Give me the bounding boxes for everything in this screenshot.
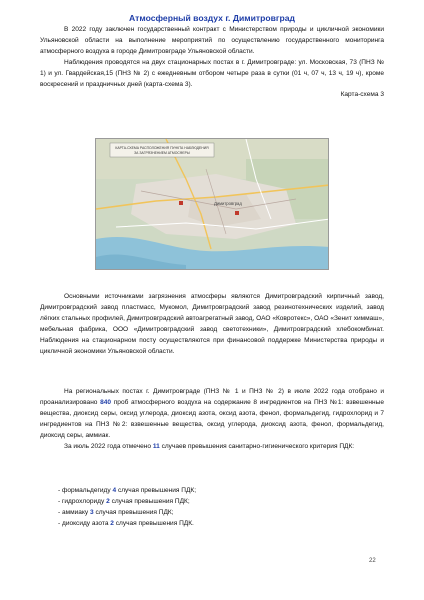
list-item: - гидрохлориду 2 случая превышения ПДК; [58,498,190,505]
sources-section [40,292,384,357]
post-marker-1 [179,201,183,205]
page-number: 22 [369,558,376,564]
exceed-text-before: За июль 2022 года отмечено [64,442,153,450]
exceed-text-after: случаев превышения санитарно-гигиенического критерия ПДК: [159,442,355,450]
intro-paragraph-posts: Наблюдения проводятся на двух стационарных постах в г. Димитровграде: ул. Московская, 73 (ПНЗ № 1) и ул. Гвардейская,15 (ПНЗ № 2) с ежедневным отбором четыре раза в сутки (01 ч, 07 ч, 13 ч, 19 ч), кроме воскресений и праздничных дней (карта-схема 3). [40,58,384,88]
list-item: - формальдегиду 4 случая превышения ПДК; [58,487,197,494]
samples-text-before: На региональных постах г. Димитровграде (ПНЗ № 1 и ПНЗ № 2) в июле 2022 года отобрано и проанализировано [40,388,384,406]
samples-paragraph [40,387,384,442]
map-legend-line-1: КАРТА-СХЕМА РАСПОЛОЖЕНИЯ ПУНКТА НАБЛЮДЕНИЯ [115,146,209,150]
intro-section [40,25,384,101]
sources-paragraph: Основными источниками загрязнения атмосферы являются Димитровградский кирпичный завод, Димитровградский завод пластмасс, Мукомол, Димитровградский завод резинотехнических изделий, завод лёгких стальных профилей, Димитровградский автоагрегатный завод, ОАО «Ковротекс», ОАО «Зенит химмаш», мебельная фабрика, ООО «Димитровградский завод светотехники», Димитровградский хлебокомбинат. Наблюдения на стационарном посту осуществляются при финансовой поддержке Министерства природы и цикличной экономики Ульяновской области. [40,293,384,355]
page-title: Атмосферный воздух г. Димитровград [129,13,295,23]
list-item: - аммиаку 3 случая превышения ПДК; [58,509,174,516]
exceedance-list [58,485,196,529]
map-caption: Карта-схема 3 [340,91,384,99]
map-graphic [96,139,329,270]
samples-count: 840 [100,398,112,406]
map-city-label: Димитровград [214,201,242,206]
list-item: - диоксиду азота 2 случая превышения ПДК. [58,520,194,527]
post-marker-2 [235,211,239,215]
samples-section [40,387,384,452]
exceedance-paragraph [40,442,384,453]
exceed-count: 11 [152,442,160,450]
samples-text-after: проб атмосферного воздуха на содержание 8 ингредиентов на ПНЗ №1: взвешенные вещества, диоксид серы, оксид углерода, диоксид азота, оксид азота, фенол, формальдегид, гидрохлорид и 7 ингредиентов на ПНЗ №2: взвешенные вещества, оксид углерода, диоксид азота, фенол, формальдегид, диоксид серы, аммиак. [40,398,384,439]
intro-paragraph-contract: В 2022 году заключен государственный контракт с Министерством природы и цикличной экономики Ульяновской области на выполнение мероприятий по осуществлению государственного мониторинга атмосферного воздуха в городе Димитровграде Ульяновской области. [40,26,384,55]
map-legend-line-2: ЗА ЗАГРЯЗНЕНИЕМ АТМОСФЕРЫ [134,151,190,155]
monitoring-map [95,138,329,270]
